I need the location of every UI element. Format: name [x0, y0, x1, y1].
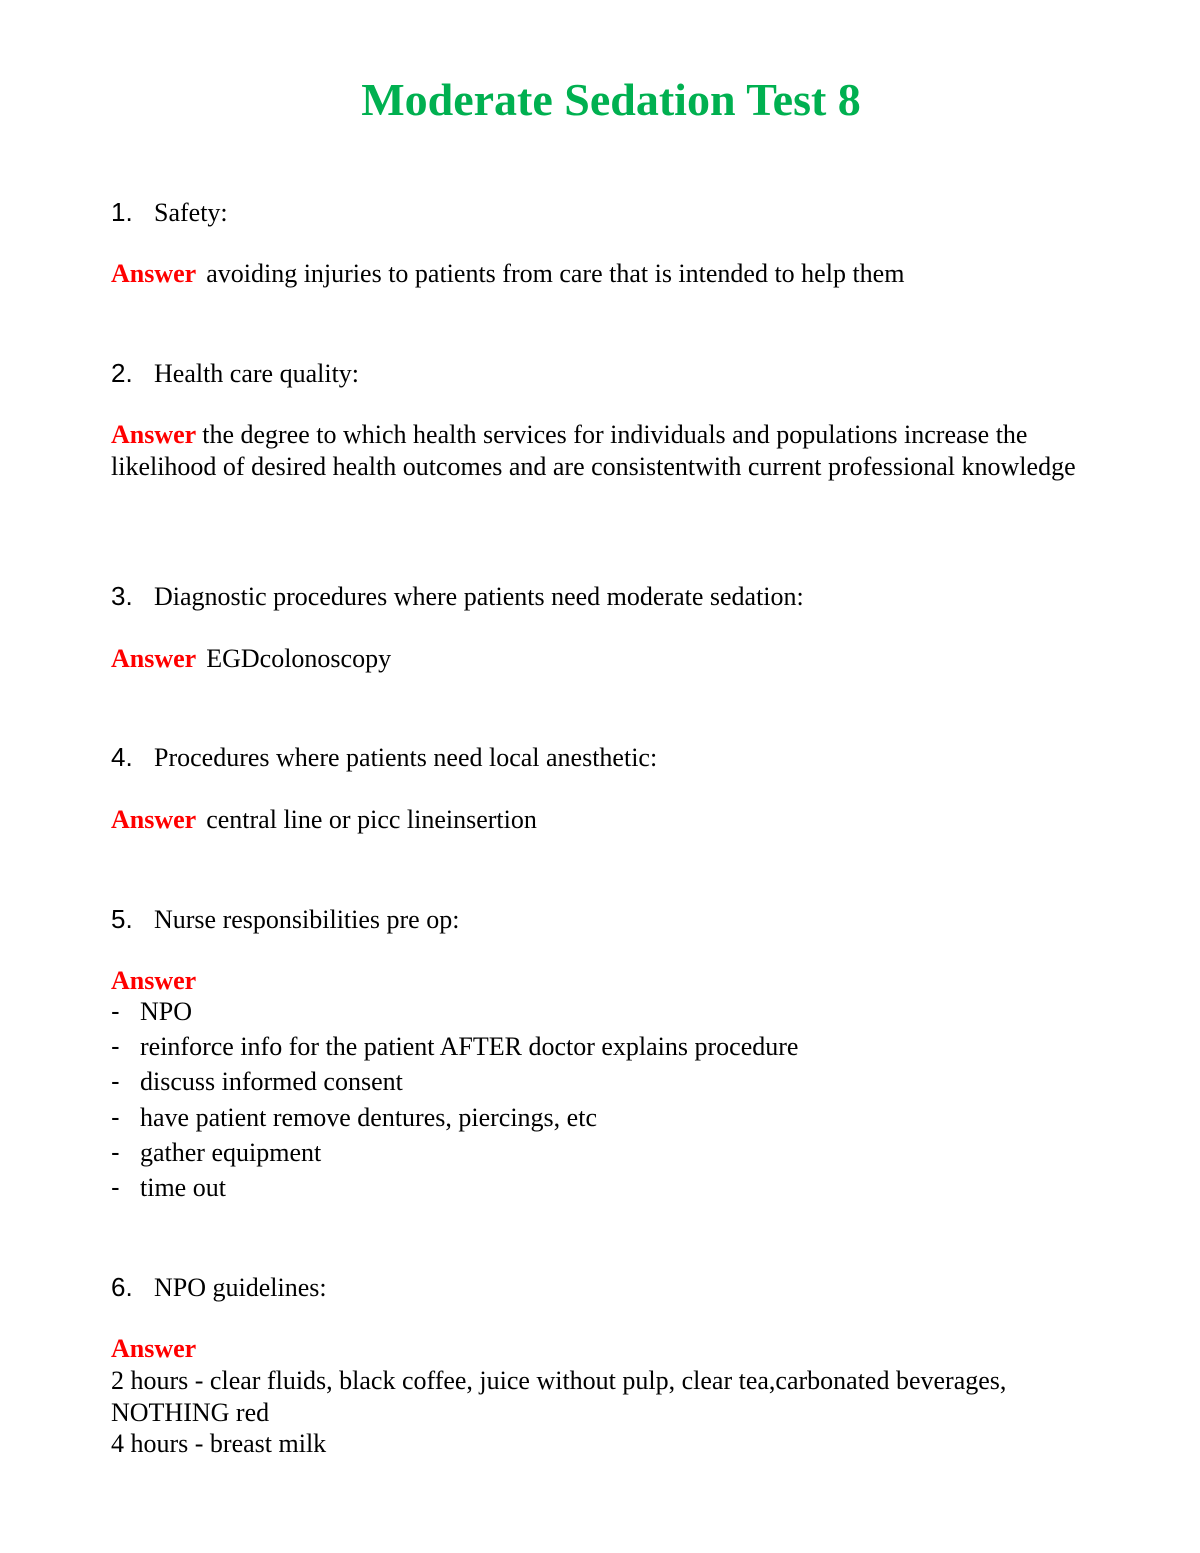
answer-5-label	[111, 965, 1101, 997]
answer-text: avoiding injuries to patients from care that is intended to help them	[206, 259, 905, 288]
question-prompt: Nurse responsibilities pre op:	[154, 905, 460, 934]
answer-line: 4 hours - breast milk	[111, 1429, 327, 1458]
question-number: 5.	[111, 904, 133, 934]
answer-label: Answer	[111, 1334, 197, 1363]
dash-bullet: -	[111, 1101, 120, 1132]
list-item-text: discuss informed consent	[140, 1067, 403, 1097]
question-number: 2.	[111, 358, 133, 388]
dash-bullet: -	[111, 1031, 120, 1062]
question-prompt: Health care quality:	[154, 359, 360, 388]
list-item	[111, 1064, 798, 1099]
list-item-text: NPO	[140, 997, 193, 1026]
question-prompt: NPO guidelines:	[154, 1273, 327, 1302]
answer-line: 2 hours - clear fluids, black coffee, juice without pulp, clear tea,carbonated beverages, NOTHING red	[111, 1366, 1007, 1427]
list-item-text: gather equipment	[140, 1137, 322, 1167]
dash-bullet: -	[111, 1066, 120, 1097]
answer-6-body	[111, 1365, 1101, 1460]
answer-label: Answer	[111, 259, 197, 288]
question-3	[111, 580, 804, 613]
question-5	[111, 903, 459, 936]
dash-bullet: -	[111, 1172, 120, 1203]
answer-5-list	[111, 994, 798, 1205]
list-item	[111, 1135, 798, 1170]
list-item-text: reinforce info for the patient AFTER doctor explains procedure	[140, 1032, 799, 1062]
answer-6-label	[111, 1333, 1101, 1365]
dash-bullet: -	[111, 1136, 120, 1167]
question-1	[111, 196, 228, 229]
answer-1	[111, 258, 1101, 290]
list-item	[111, 1170, 798, 1205]
list-item-text: have patient remove dentures, piercings, etc	[140, 1102, 597, 1132]
question-number: 1.	[111, 197, 133, 227]
answer-text: central line or picc lineinsertion	[206, 805, 537, 834]
list-item	[111, 1029, 798, 1064]
answer-3	[111, 643, 1101, 675]
question-number: 4.	[111, 742, 133, 772]
question-prompt: Procedures where patients need local anesthetic:	[154, 743, 658, 772]
answer-label: Answer	[111, 966, 197, 995]
question-number: 3.	[111, 581, 133, 611]
list-item	[111, 1100, 798, 1135]
answer-2	[111, 419, 1101, 482]
answer-4	[111, 804, 1101, 836]
answer-label: Answer	[111, 420, 197, 449]
answer-text: the degree to which health services for individuals and populations increase the likelihood of desired health outcomes and are consistentwith current professional knowledge	[111, 420, 1076, 481]
question-4	[111, 741, 657, 774]
question-2	[111, 357, 359, 390]
document-title: Moderate Sedation Test 8	[361, 74, 861, 125]
question-prompt: Safety:	[154, 198, 228, 227]
dash-bullet: -	[111, 996, 120, 1026]
question-prompt: Diagnostic procedures where patients need moderate sedation:	[154, 582, 804, 611]
question-6	[111, 1271, 327, 1304]
list-item	[111, 994, 798, 1029]
answer-label: Answer	[111, 805, 197, 834]
list-item-text: time out	[140, 1173, 226, 1203]
question-number: 6.	[111, 1272, 133, 1302]
answer-label: Answer	[111, 644, 197, 673]
answer-text: EGDcolonoscopy	[206, 644, 392, 673]
